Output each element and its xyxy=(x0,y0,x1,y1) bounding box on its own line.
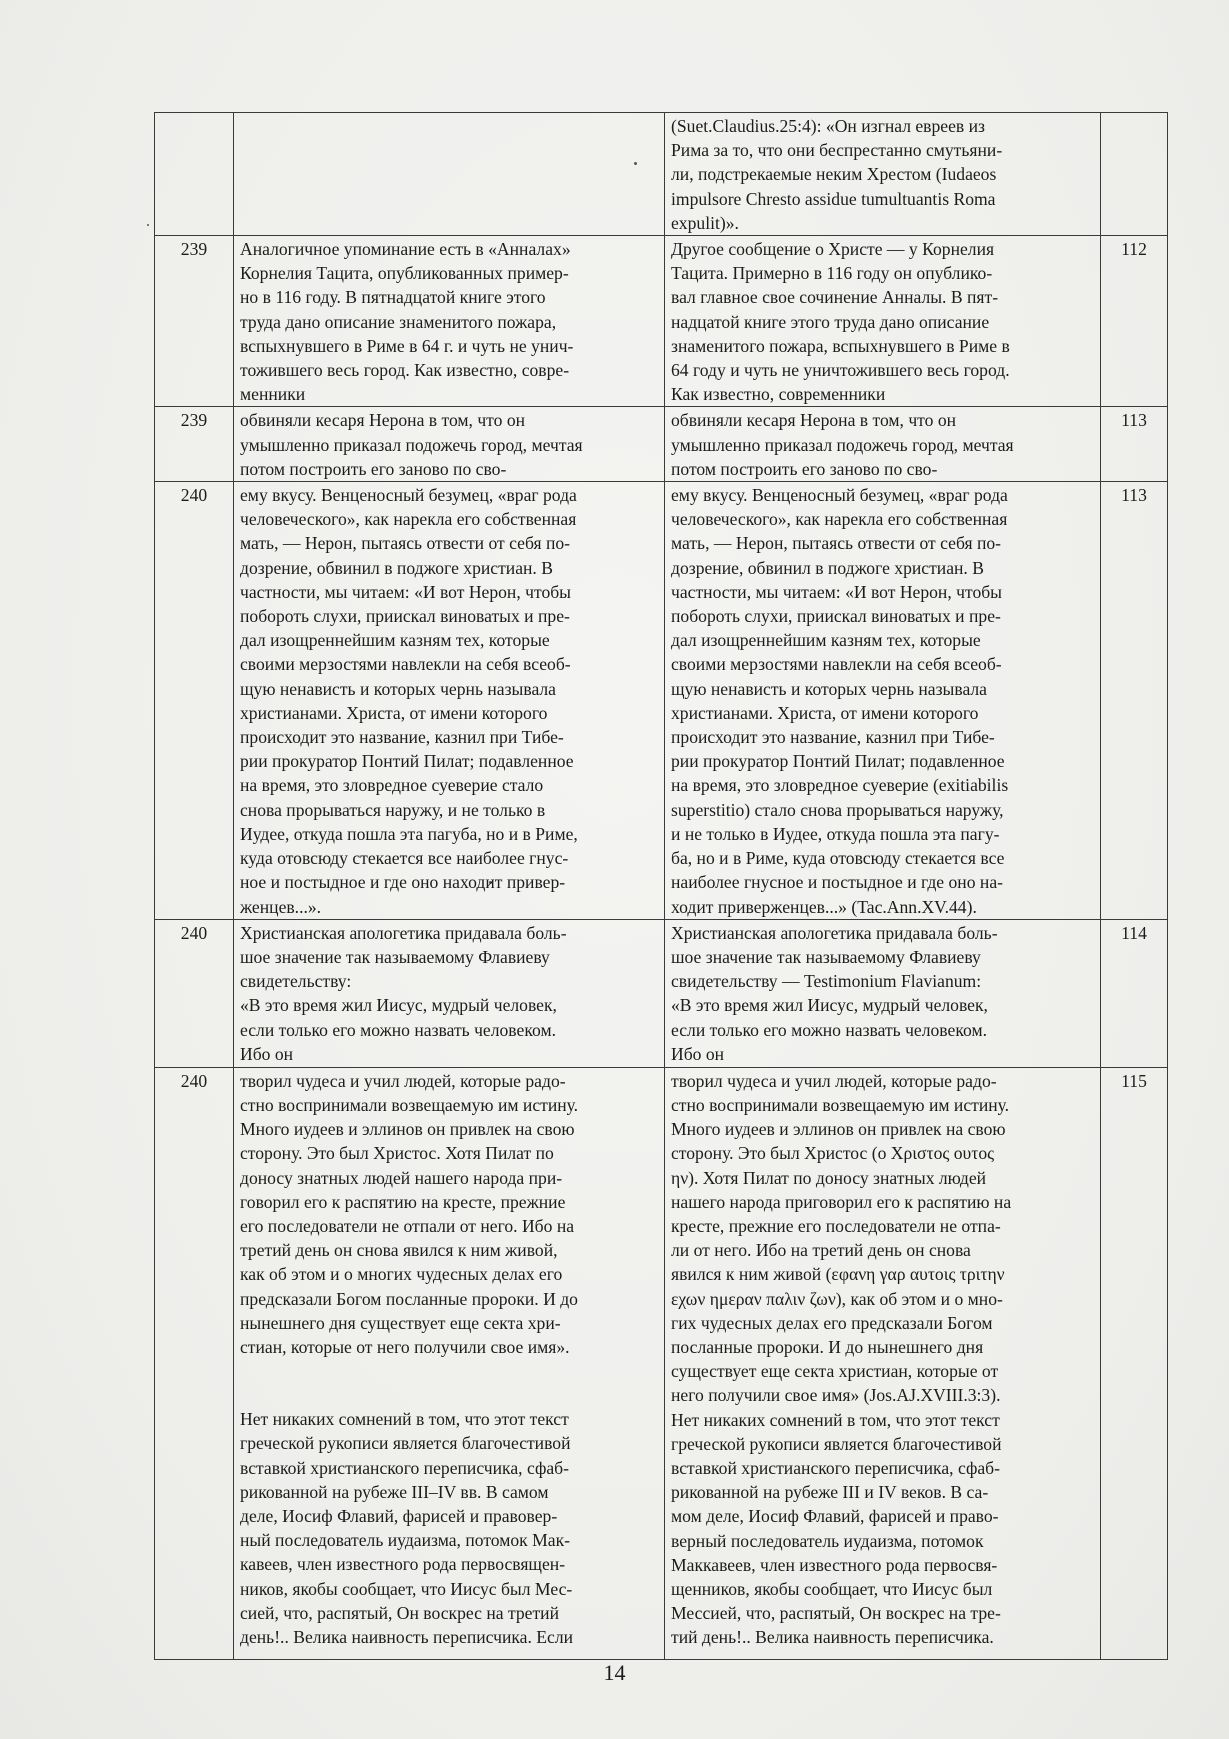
text-line: Мессией, что, распятый, Он воскрес на тре- xyxy=(671,1603,1001,1624)
text-line: предсказали Богом посланные пророки. И до xyxy=(240,1288,578,1309)
text-line: Христианская апологетика придавала боль- xyxy=(240,922,567,943)
text-line: умышленно приказал подожечь город, мечтая xyxy=(240,434,583,455)
text-line: куда отовсюду стекается все наиболее гнус- xyxy=(240,848,569,869)
page-number: 14 xyxy=(603,1660,626,1685)
target-page-cell: 113 xyxy=(1101,407,1168,482)
text-line: кресте, прежние его последователи не отпа- xyxy=(671,1215,1001,1236)
text-line: посланные пророки. И до нынешнего дня xyxy=(671,1336,984,1357)
text-line: если только его можно назвать человеком. xyxy=(240,1019,556,1040)
text-line: Ибо он xyxy=(671,1043,725,1064)
text-line: него получили свое имя» (Jos.AJ.XVIII.3:3). xyxy=(671,1385,1001,1406)
text-line: Маккавеев, член известного рода первосвя- xyxy=(671,1554,998,1575)
target-page-cell xyxy=(1101,113,1168,236)
text-line: труда дано описание знаменитого пожара, xyxy=(240,311,557,332)
text-line: щую ненависть и которых чернь называла xyxy=(240,678,556,699)
right-text-cell xyxy=(665,1067,1101,1659)
target-page-cell: 114 xyxy=(1101,919,1168,1067)
source-page-cell xyxy=(155,113,234,236)
text-line: творил чудеса и учил людей, которые радо- xyxy=(671,1070,997,1091)
text-line: рикованной на рубеже III и IV веков. В са- xyxy=(671,1482,989,1503)
text-line: Много иудеев и эллинов он привлек на свою xyxy=(240,1119,575,1140)
text-line: тожившего весь город. Как известно, совре- xyxy=(240,360,570,381)
text-line: христианами. Христа, от имени которого xyxy=(240,702,548,723)
text-line: своими мерзостями навлекли на себя всеоб- xyxy=(240,654,571,675)
text-line: вал главное свое сочинение Анналы. В пят- xyxy=(671,287,999,308)
text-line: шое значение так называемому Флавиеву xyxy=(671,946,981,967)
text-line: ное и постыдное и где оно находит привер- xyxy=(240,872,566,893)
comparison-table xyxy=(154,112,1168,1660)
text-line: доносу знатных людей нашего народа при- xyxy=(240,1167,563,1188)
text-line: явился к ним живой (εφανη γαρ αυτοις τριτην xyxy=(671,1264,1005,1285)
text-line: Ибо он xyxy=(240,1043,294,1064)
left-text-cell xyxy=(234,1067,665,1659)
table-row xyxy=(155,1067,1168,1659)
text-line: вставкой христианского переписчика, сфаб- xyxy=(671,1457,1000,1478)
text-line: своими мерзостями навлекли на себя всеоб- xyxy=(671,654,1002,675)
left-text-cell xyxy=(234,919,665,1067)
text-line: греческой рукописи является благочестивой xyxy=(240,1433,571,1454)
scan-speck xyxy=(147,224,149,226)
text-line: потом построить его заново по сво- xyxy=(671,458,938,479)
text-line: expulit)». xyxy=(671,212,739,233)
text-line: надцатой книге этого труда дано описание xyxy=(671,311,990,332)
text-line: дозрение, обвинил в поджоге христиан. В xyxy=(671,557,984,578)
text-line: на время, это зловредное суеверие (exitiabilis xyxy=(671,775,1009,796)
text-line: обвиняли кесаря Нерона в том, что он xyxy=(240,410,526,431)
text-line: его последователи не отпали от него. Ибо на xyxy=(240,1215,575,1236)
text-line: дал изощреннейшим казням тех, которые xyxy=(671,630,981,651)
text-line: impulsore Chresto assidue tumultuantis Roma xyxy=(671,188,996,209)
text-line: шое значение так называемому Флавиеву xyxy=(240,946,550,967)
text-line: нынешнего дня существует еще секта хри- xyxy=(240,1312,561,1333)
text-line: человеческого», как нарекла его собственная xyxy=(240,509,577,530)
text-line: Много иудеев и эллинов он привлек на свою xyxy=(671,1119,1006,1140)
text-line: ли от него. Ибо на третий день он снова xyxy=(671,1240,971,1261)
text-line: нашего народа приговорил его к распятию на xyxy=(671,1191,1012,1212)
text-line: наиболее гнусное и постыдное и где оно на- xyxy=(671,872,1003,893)
text-line: свидетельству: xyxy=(240,971,352,992)
text-line: щенников, якобы сообщает, что Иисус был xyxy=(671,1578,993,1599)
text-line: побороть слухи, приискал виноватых и пре- xyxy=(671,606,1001,627)
table-row xyxy=(155,236,1168,407)
text-line: греческой рукописи является благочестивой xyxy=(671,1433,1002,1454)
table-row xyxy=(155,482,1168,920)
text-line: ему вкусу. Венценосный безумец, «враг рода xyxy=(240,485,577,506)
text-line: тий день!.. Велика наивность переписчика. xyxy=(671,1627,994,1648)
text-line: деле, Иосиф Флавий, фарисей и правовер- xyxy=(240,1505,558,1526)
text-line: ли, подстрекаемые неким Хрестом (Iudaeos xyxy=(671,164,997,185)
text-line: стно воспринимали возвещаемую им истину. xyxy=(671,1094,1010,1115)
text-line: «В это время жил Иисус, мудрый человек, xyxy=(240,995,557,1016)
text-line: гих чудесных делах его предсказали Богом xyxy=(671,1312,993,1333)
text-line: творил чудеса и учил людей, которые радо- xyxy=(240,1070,566,1091)
text-line: Корнелия Тацита, опубликованных пример- xyxy=(240,263,569,284)
text-line: христианами. Христа, от имени которого xyxy=(671,702,979,723)
text-line: ников, якобы сообщает, что Иисус был Мес- xyxy=(240,1578,573,1599)
text-line: и не только в Иудее, откуда пошла эта пагу- xyxy=(671,823,1000,844)
right-text-cell xyxy=(665,482,1101,920)
text-line: говорил его к распятию на кресте, прежние xyxy=(240,1191,566,1212)
text-line: (Suet.Claudius.25:4): «Он изгнал евреев из xyxy=(671,116,985,136)
target-page-cell: 112 xyxy=(1101,236,1168,407)
source-page-cell: 239 xyxy=(155,236,234,407)
text-line: но в 116 году. В пятнадцатой книге этого xyxy=(240,287,546,308)
target-page-cell: 115 xyxy=(1101,1067,1168,1659)
paragraph-gap xyxy=(240,1359,658,1407)
right-text-cell xyxy=(665,236,1101,407)
text-line: знаменитого пожара, вспыхнувшего в Риме в xyxy=(671,335,1010,356)
text-line: рии прокуратор Понтий Пилат; подавленное xyxy=(240,751,574,772)
right-text-cell xyxy=(665,407,1101,482)
text-line: если только его можно назвать человеком. xyxy=(671,1019,987,1040)
text-line: побороть слухи, приискал виноватых и пре- xyxy=(240,606,570,627)
text-line: существует еще секта христиан, которые от xyxy=(671,1361,999,1382)
source-page-cell: 240 xyxy=(155,919,234,1067)
text-line: стно воспринимали возвещаемую им истину. xyxy=(240,1094,579,1115)
text-line: вставкой христианского переписчика, сфаб- xyxy=(240,1457,569,1478)
text-line: мом деле, Иосиф Флавий, фарисей и право- xyxy=(671,1506,999,1527)
right-text-cell xyxy=(665,919,1101,1067)
text-line: Христианская апологетика придавала боль- xyxy=(671,922,998,943)
text-line: ην). Хотя Пилат по доносу знатных людей xyxy=(671,1167,987,1188)
source-page-cell: 239 xyxy=(155,407,234,482)
text-line: третий день он снова явился к ним живой, xyxy=(240,1240,558,1261)
text-line: ба, но и в Риме, куда отовсюду стекается все xyxy=(671,848,1005,869)
text-line: «В это время жил Иисус, мудрый человек, xyxy=(671,995,988,1016)
text-line: дал изощреннейшим казням тех, которые xyxy=(240,630,550,651)
text-line: как об этом и о многих чудесных делах его xyxy=(240,1264,563,1285)
text-line: рикованной на рубеже III–IV вв. В самом xyxy=(240,1481,549,1502)
text-line: мать, — Нерон, пытаясь отвести от себя по- xyxy=(671,533,1002,554)
text-line: происходит это название, казнил при Тибе- xyxy=(240,727,564,748)
text-line: менники xyxy=(240,384,306,405)
text-line: Иудее, откуда пошла эта пагуба, но и в Риме, xyxy=(240,823,578,844)
text-line: происходит это название, казнил при Тибе- xyxy=(671,727,995,748)
text-line: Аналогичное упоминание есть в «Анналах» xyxy=(240,239,571,260)
text-line: superstitio) стало снова прорываться наружу, xyxy=(671,799,1004,820)
source-page-cell: 240 xyxy=(155,482,234,920)
text-line: сторону. Это был Христос (ο Χριστος ουτος xyxy=(671,1143,995,1164)
text-line: женцев...». xyxy=(240,896,322,917)
text-line: ходит приверженцев...» (Tac.Ann.XV.44). xyxy=(671,896,977,917)
text-line: снова прорываться наружу, и не только в xyxy=(240,799,546,820)
text-line: Нет никаких сомнений в том, что этот текст xyxy=(671,1409,1000,1430)
text-line: Нет никаких сомнений в том, что этот текст xyxy=(240,1409,569,1430)
text-line: человеческого», как нарекла его собственная xyxy=(671,509,1008,530)
left-text-cell xyxy=(234,482,665,920)
text-line: ему вкусу. Венценосный безумец, «враг рода xyxy=(671,485,1008,506)
text-line: обвиняли кесаря Нерона в том, что он xyxy=(671,410,957,431)
text-line: Тацита. Примерно в 116 году он опублико- xyxy=(671,263,993,284)
text-line: свидетельству — Testimonium Flavianum: xyxy=(671,971,982,992)
text-line: рии прокуратор Понтий Пилат; подавленное xyxy=(671,751,1005,772)
text-line: кавеев, член известного рода первосвящен- xyxy=(240,1554,566,1575)
text-line: частности, мы читаем: «И вот Нерон, чтобы xyxy=(671,581,1003,602)
left-text-cell xyxy=(234,407,665,482)
table-row xyxy=(155,407,1168,482)
text-line: Как известно, современники xyxy=(671,384,886,405)
text-line: потом построить его заново по сво- xyxy=(240,458,507,479)
text-line: мать, — Нерон, пытаясь отвести от себя по- xyxy=(240,533,571,554)
text-line: 64 году и чуть не уничтожившего весь город. xyxy=(671,360,1010,381)
source-page-cell: 240 xyxy=(155,1067,234,1659)
text-line: дозрение, обвинил в поджоге христиан. В xyxy=(240,557,553,578)
text-line: на время, это зловредное суеверие стало xyxy=(240,775,544,796)
left-text-cell xyxy=(234,236,665,407)
text-line: частности, мы читаем: «И вот Нерон, чтобы xyxy=(240,581,572,602)
text-line: умышленно приказал подожечь город, мечтая xyxy=(671,434,1014,455)
text-line: сторону. Это был Христос. Хотя Пилат по xyxy=(240,1143,554,1164)
text-line: ный последователь иудаизма, потомок Мак- xyxy=(240,1530,570,1551)
table-row xyxy=(155,113,1168,236)
text-line: Рима за то, что они беспрестанно смутьяни- xyxy=(671,140,1003,161)
text-line: εχων ημεραν παλιν ζων), как об этом и о мно- xyxy=(671,1288,1003,1309)
text-line: верный последователь иудаизма, потомок xyxy=(671,1530,984,1551)
text-line: стиан, которые от него получили свое имя». xyxy=(240,1336,570,1357)
left-text-cell xyxy=(234,113,665,236)
text-line: Другое сообщение о Христе — у Корнелия xyxy=(671,239,995,260)
right-text-cell xyxy=(665,113,1101,236)
text-line: день!.. Велика наивность переписчика. Если xyxy=(240,1626,574,1647)
target-page-cell: 113 xyxy=(1101,482,1168,920)
text-line: вспыхнувшего в Риме в 64 г. и чуть не унич- xyxy=(240,335,574,356)
table-row xyxy=(155,919,1168,1067)
text-line: сией, что, распятый, Он воскрес на третий xyxy=(240,1602,559,1623)
text-line: щую ненависть и которых чернь называла xyxy=(671,678,987,699)
